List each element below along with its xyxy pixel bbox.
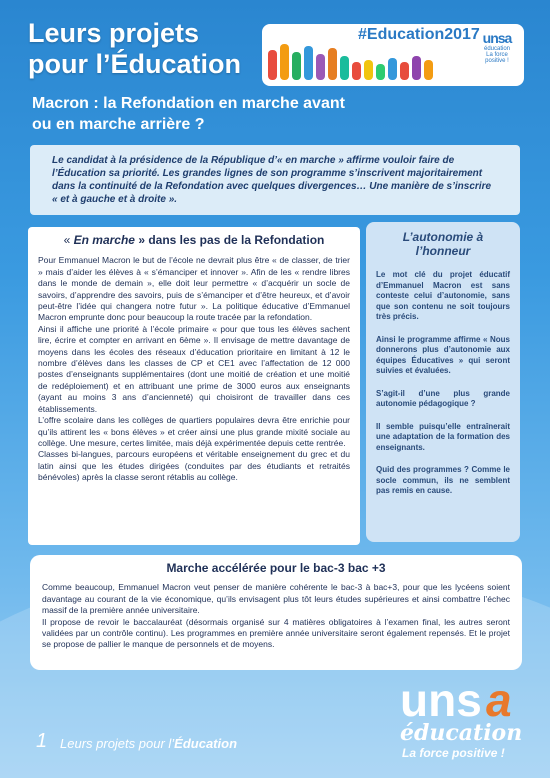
sidebar-paragraph: Ainsi le programme affirme « Nous donnerons plus d’autonomie aux équipes Éducatives » qui seront suivies et évaluées.	[376, 334, 510, 375]
right-sidebar-title: L’autonomie à l’honneur	[402, 230, 484, 258]
left-article-paragraph: Ainsi il affiche une priorité à l’école primaire « pour que tous les élèves sachent lire, écrire et compter en arrivant en 6ème ». Il envisage de mettre davantage de moyens dans les écoles des réseaux d’éducation prioritaire en limitant à 12 le nombre d’élèves dans les classes de CP et CE1 avec l’affectation de 12 000 postes d’enseignants supplémentaires (dont une moitié de création et une moitié de redéploiement) et en attribuant une prime de 3000 euros aux enseignants (ayant au moins 3 ans d’ancienneté) qui choisiront de travailler dans ces établissements.	[38, 323, 350, 414]
right-sidebar	[366, 222, 520, 542]
bottom-article-title: Marche accélérée pour le bac-3 bac +3	[166, 561, 386, 575]
unsa-education-logo	[398, 672, 524, 770]
svg-text:uns: uns	[400, 674, 482, 724]
page-title: Leurs projets pour l’Éducation	[28, 18, 241, 79]
raised-hands-illustration	[264, 40, 474, 84]
page-subtitle: Macron : la Refondation en marche avant ou en marche arrière ?	[32, 95, 345, 133]
unsa-mini-logo: unsa éducation La force positive !	[482, 30, 512, 64]
bottom-article	[30, 555, 522, 670]
left-article-paragraph: L’offre scolaire dans les collèges de quartiers populaires devra être enrichie pour qu’ils attirent les « bons élèves » et créer ainsi une plus grande mixité sociale au collège. Une mesure, certes limitée, mais déjà expérimentée depuis cette rentrée.	[38, 415, 350, 448]
sidebar-paragraph: Le mot clé du projet éducatif d’Emmanuel Macron est sans conteste celui d’autonomie, sans que son contenu ne soit toujours très précis.	[376, 270, 510, 321]
logo-word: éducation	[400, 720, 523, 746]
bottom-article-paragraph: Comme beaucoup, Emmanuel Macron veut penser de manière cohérente le bac-3 à bac+3, pour que les lycéens soient davantage au courant de la vie économique, qu’ils envisagent plus tôt leurs études supérieures et ainsi combattre l’échec massif de la première année universitaire.	[42, 582, 510, 616]
intro-text: Le candidat à la présidence de la République d’« en marche » affirme vouloir faire de l’Éducation sa priorité. Les grandes lignes de son programme s’inscrivent majoritairement dans la continuité de la Refondation avec quelques divergences… Une manière de s’inscrire « et à gauche et à droite ».	[52, 155, 492, 205]
logo-slogan: La force positive !	[402, 746, 505, 760]
left-article	[28, 227, 360, 545]
sidebar-paragraph: Quid des programmes ? Comme le socle commun, ils ne semblent pas remis en cause.	[376, 465, 510, 495]
sidebar-paragraph: Il semble puisqu’elle entraînerait une adaptation de la formation des enseignants.	[376, 421, 510, 452]
footer-title: Leurs projets pour l’Éducation	[60, 736, 238, 751]
education2017-badge	[262, 24, 524, 86]
svg-text:a: a	[486, 674, 512, 724]
bottom-article-paragraph: Il propose de revoir le baccalauréat (désormais organisé sur 4 matières obligatoires à l’examen final, les autres seront validées par un contrôle continu). Les programmes en première année universitaire seront également repensés. Et le projet se propose de pallier le manque de personnels et de moyens.	[42, 616, 510, 650]
intro-box	[30, 145, 520, 215]
page-number: 1	[36, 730, 48, 752]
sidebar-paragraph: S’agit-il d’une plus grande autonomie pédagogique ?	[376, 388, 510, 408]
left-article-paragraph: Classes bi-langues, parcours européens et véritable enseignement du grec et du latin ainsi que les études dirigées (conduites par des étudiants et retraités bénévoles) après la classe seront rétablis au collège.	[38, 449, 350, 483]
hashtag-label: #Education2017	[358, 26, 480, 43]
left-article-paragraph: Pour Emmanuel Macron le but de l’école ne devrait plus être « de classer, de trier » mais d’aider les élèves à « s’émanciper et innover ». Afin de les « rendre libres dans le monde de demain », elle doit leur permettre « d’acquérir un socle de savoirs, d’apprendre des savoirs, puis de s’émanciper et d’être heureux, et d’avoir peut-être l’idée qui changera notre futur ». La politique éducative d’Emmanuel Macron emprunte donc pour beaucoup la route tracée par la refondation.	[38, 255, 350, 323]
left-article-title: « En marche » dans les pas de la Refondation	[63, 233, 325, 247]
unsa-letters-graphic	[398, 672, 524, 724]
